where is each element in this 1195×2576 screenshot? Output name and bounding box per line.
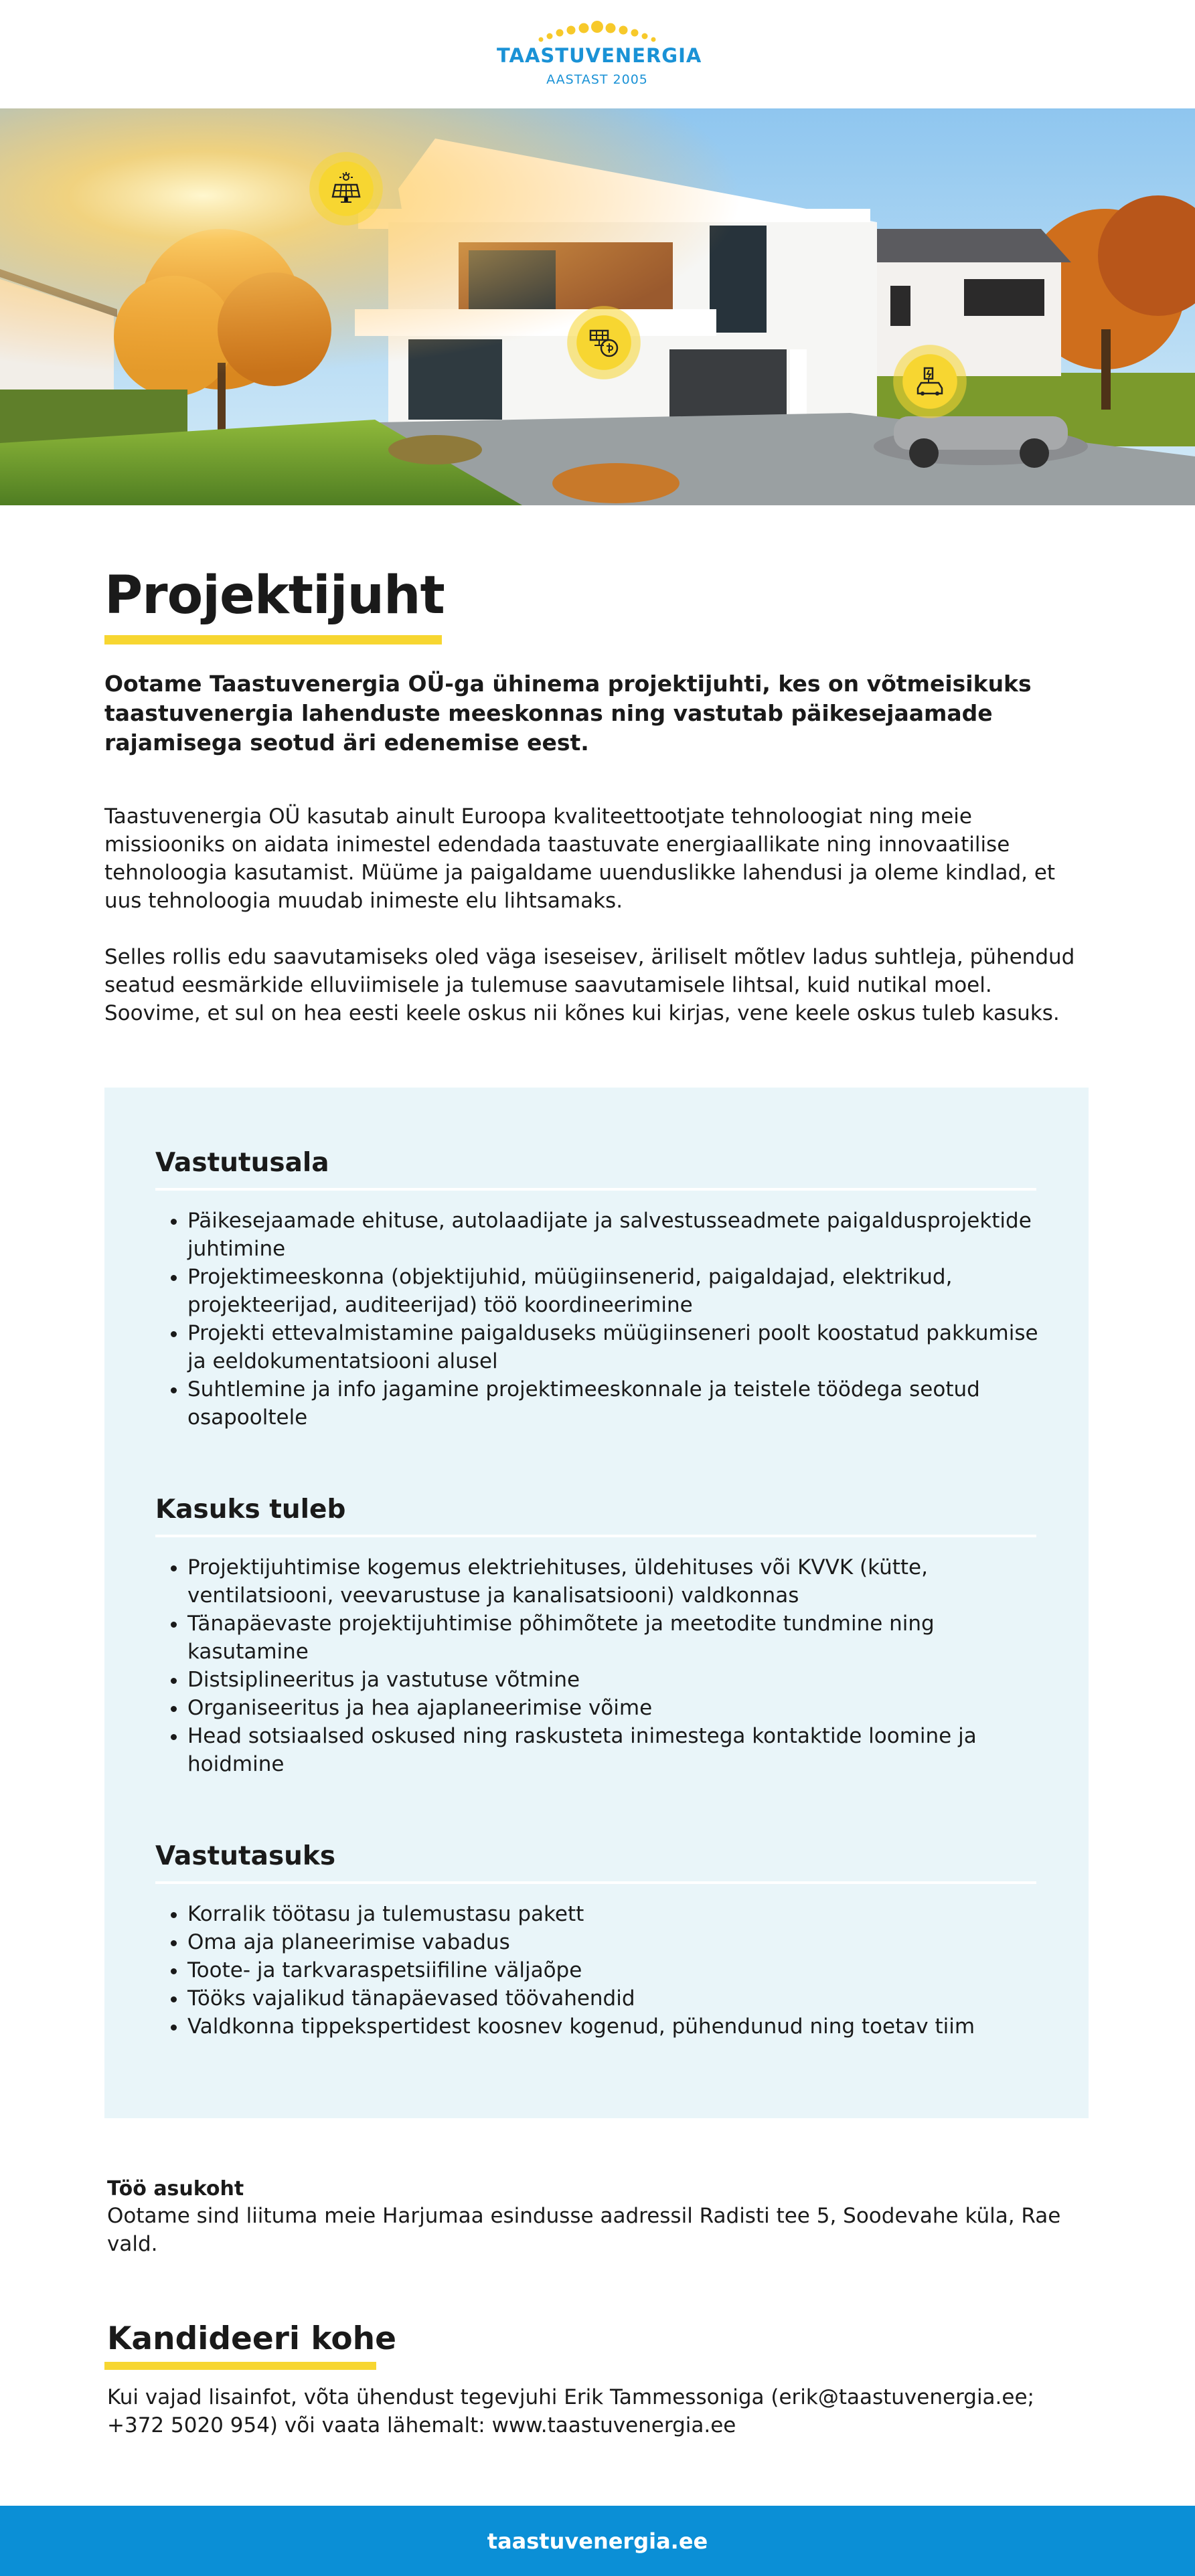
lead-paragraph: Ootame Taastuvenergia OÜ-ga ühinema projektijuhti, kes on võtmeisikuks taastuvenergia lahenduste meeskonnas ning vastutab päikesejaamade rajamisega seotud äri edenemise eest. (104, 671, 1032, 756)
section-divider (155, 1881, 1036, 1884)
list-item: • Oma aja planeerimise vabadus (187, 1928, 1058, 1956)
list-item: • Valdkonna tippekspertidest koosnev kogenud, pühendunud ning toetav tiim (187, 2012, 1058, 2041)
footer-bar (0, 2506, 1195, 2576)
list-item: • Head sotsiaalsed oskused ning raskusteta inimestega kontaktide loomine ja hoidmine (187, 1722, 1058, 1778)
section-title-benefits: Vastutasuks (155, 1841, 336, 1871)
section-title-advantages: Kasuks tuleb (155, 1494, 346, 1525)
ev-charging-badge (888, 340, 971, 423)
hero-image (0, 108, 1195, 505)
section-divider (155, 1188, 1036, 1191)
section-title-responsibilities: Vastutusala (155, 1148, 329, 1178)
list-item: • Päikesejaamade ehituse, autolaadijate ja salvestusseadmete paigaldusprojektide juhtimine (187, 1207, 1058, 1263)
title-underline (104, 635, 442, 645)
location-text: Ootame sind liituma meie Harjumaa esindusse aadressil Radisti tee 5, Soodevahe küla, Rae vald. (107, 2204, 1061, 2256)
list-item: • Projekti ettevalmistamine paigalduseks müügiinseneri poolt koostatud pakkumise ja eeldokumentatsiooni alusel (187, 1319, 1058, 1375)
solar-panel-badge (305, 147, 388, 230)
brand-tagline: AASTAST 2005 (546, 72, 648, 87)
list-item: • Distsiplineeritus ja vastutuse võtmine (187, 1666, 1058, 1694)
apply-title: Kandideeri kohe (107, 2320, 397, 2357)
list-item: • Suhtlemine ja info jagamine projektimeeskonnale ja teistele töödega seotud osapooltele (187, 1375, 1058, 1432)
coin-money-badge (562, 301, 645, 384)
page-header (0, 0, 1195, 108)
brand-logo[interactable] (497, 16, 702, 96)
coin-money-icon (586, 325, 621, 360)
list-item: • Organiseeritus ja hea ajaplaneerimise võime (187, 1694, 1058, 1722)
list-item: • Toote- ja tarkvaraspetsiifiline väljaõpe (187, 1956, 1058, 1984)
list-item: • Projektijuhtimise kogemus elektriehituses, üldehituses või KVVK (kütte, ventilatsiooni, veevarustuse ja kanalisatsiooni) valdkonnas (187, 1553, 1058, 1610)
details-panel (104, 1088, 1089, 2118)
list-item: • Tänapäevaste projektijuhtimise põhimõtete ja meetodite tundmine ning kasutamine (187, 1610, 1058, 1666)
location-label: Töö asukoht (107, 2177, 244, 2201)
intro-paragraph-company: Taastuvenergia OÜ kasutab ainult Euroopa kvaliteettootjate tehnoloogiat ning meie missiooniks on aidata inimestel edendada taastuvate energiaallikate ning innovaatilise tehnoloogia kasutamist. Müüme ja paigaldame uuenduslikke lahendusi ja oleme kindlad, et uus tehnoloogia muudab inimeste elu lihtsamaks. (104, 804, 1056, 913)
list-item: • Projektimeeskonna (objektijuhid, müügiinsenerid, paigaldajad, elektrikud, projekteerijad, auditeerijad) töö koordineerimine (187, 1263, 1058, 1319)
advantages-list (155, 1553, 1058, 1778)
page-title: Projektijuht (104, 566, 445, 626)
apply-contact-text: Kui vajad lisainfot, võta ühendust tegevjuhi Erik Tammessoniga (erik@taastuvenergia.ee; +372 5020 954) või vaata lähemalt: www.taastuvenergia.ee (107, 2385, 1034, 2437)
footer-website-link[interactable]: taastuvenergia.ee (487, 2528, 708, 2554)
responsibilities-list (155, 1207, 1058, 1432)
solar-panel-icon (329, 171, 364, 206)
list-item: • Tööks vajalikud tänapäevased töövahendid (187, 1984, 1058, 2012)
brand-name: TAASTUVENERGIA (497, 44, 702, 67)
section-divider (155, 1535, 1036, 1537)
intro-paragraph-role: Selles rollis edu saavutamiseks oled väga iseseisev, äriliselt mõtlev ladus suhtleja, pühendud seatud eesmärkide elluviimisele ja tulemuse saavutamisele lihtsal, kuid nutikal moel. Soovime, et sul on hea eesti keele oskus nii kõnes kui kirjas, vene keele oskus tuleb kasuks. (104, 945, 1075, 1025)
list-item: • Korralik töötasu ja tulemustasu pakett (187, 1900, 1058, 1928)
apply-underline (104, 2362, 376, 2370)
ev-charging-icon (912, 364, 947, 399)
benefits-list (155, 1900, 1058, 2041)
